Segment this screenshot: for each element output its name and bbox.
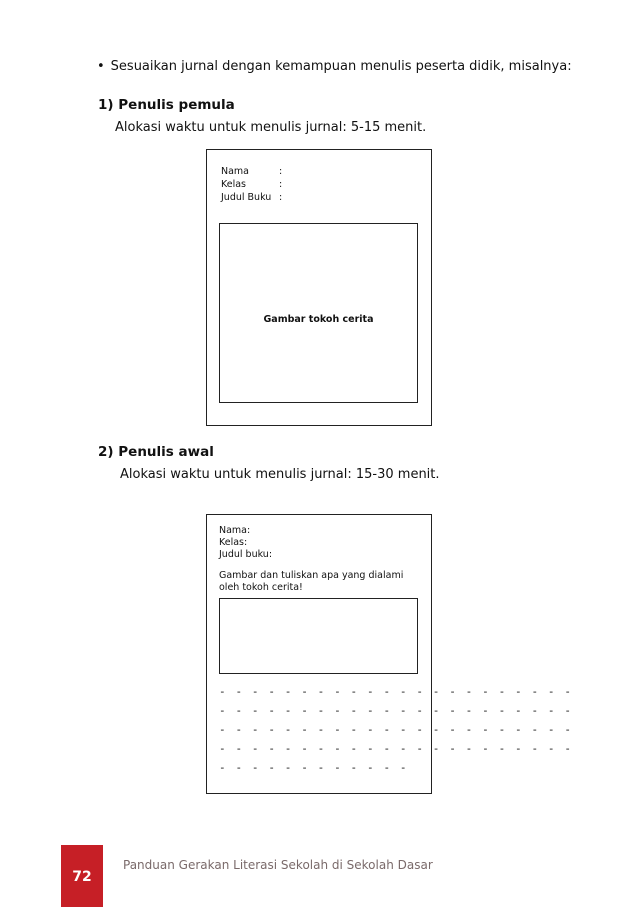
drawing-box-story	[219, 598, 418, 674]
instruction-line: oleh tokoh cerita!	[219, 582, 303, 593]
journal-template-early	[206, 514, 573, 794]
intro-bullet-line	[97, 59, 572, 74]
field-class-row	[221, 179, 282, 191]
field-name-row	[221, 166, 282, 178]
section-time-allocation-beginner: Alokasi waktu untuk menulis jurnal: 5-15 menit.	[115, 120, 427, 135]
footer-book-title: Panduan Gerakan Literasi Sekolah di Sekolah Dasar	[123, 858, 433, 872]
drawing-box-label: Gambar tokoh cerita	[263, 314, 374, 325]
writing-dash-line: - - - - - - - - - - - -	[219, 761, 409, 774]
field-colon: :	[279, 179, 283, 190]
page-number: 72	[72, 869, 92, 885]
writing-dash-line: - - - - - - - - - - - - - - - - - - - - - -	[219, 704, 573, 717]
section-time-allocation-early: Alokasi waktu untuk menulis jurnal: 15-30 menit.	[120, 467, 440, 482]
writing-dash-line: - - - - - - - - - - - - - - - - - - - - - -	[219, 742, 573, 755]
field-colon: :	[279, 166, 283, 177]
bullet-icon: •	[97, 59, 105, 74]
field-name: Nama:	[219, 525, 251, 536]
field-book-title-row	[221, 192, 282, 204]
section-heading-beginner: 1) Penulis pemula	[98, 97, 235, 113]
instruction-line: Gambar dan tuliskan apa yang dialami	[219, 570, 404, 581]
intro-text: Sesuaikan jurnal dengan kemampuan menulis peserta didik, misalnya:	[110, 59, 572, 74]
field-book-title: Judul buku:	[219, 549, 273, 560]
field-class: Kelas:	[219, 537, 248, 548]
field-colon: :	[279, 192, 283, 203]
journal-template-beginner	[206, 149, 432, 426]
drawing-box-character	[219, 223, 418, 403]
field-label: Kelas	[221, 179, 247, 190]
field-label: Judul Buku	[221, 192, 272, 203]
page-number-tab	[61, 845, 103, 907]
writing-dash-line: - - - - - - - - - - - - - - - - - - - - - -	[219, 685, 573, 698]
field-label: Nama	[221, 166, 250, 177]
section-heading-early: 2) Penulis awal	[98, 444, 214, 460]
writing-dash-line: - - - - - - - - - - - - - - - - - - - - - -	[219, 723, 573, 736]
